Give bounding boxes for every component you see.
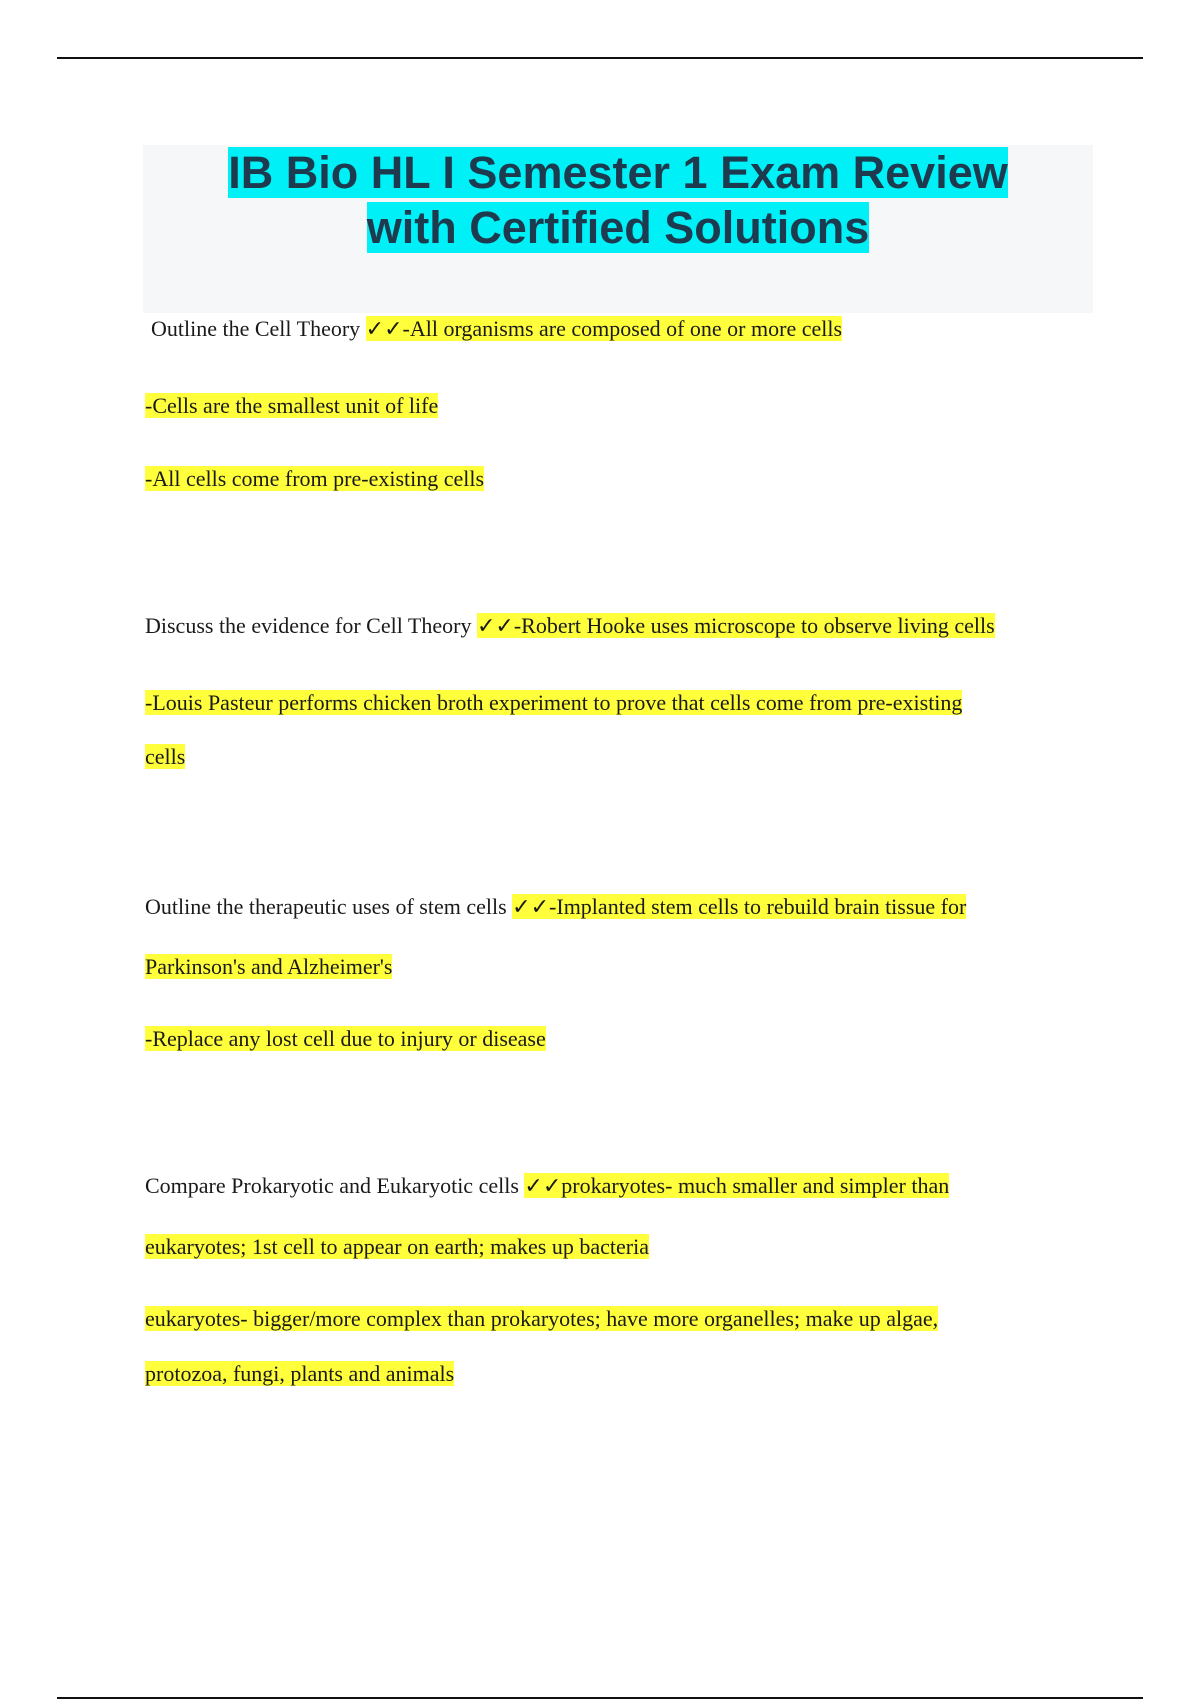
bottom-rule	[57, 1697, 1143, 1699]
qa-4-answer-4: protozoa, fungi, plants and animals	[145, 1361, 455, 1386]
qa-2-answer-3: cells	[145, 744, 186, 769]
qa-3-line-2	[145, 953, 392, 981]
check-icon: ✓✓	[524, 1174, 562, 1199]
qa-1-answer-2: -Cells are the smallest unit of life	[145, 393, 439, 418]
qa-1-line-1	[151, 315, 842, 344]
top-rule	[57, 57, 1143, 59]
qa-2-line-2	[145, 689, 962, 717]
qa-2-answer-2: -Louis Pasteur performs chicken broth experiment to prove that cells come from pre-existing	[145, 690, 963, 715]
qa-3-question: Outline the therapeutic uses of stem cells	[145, 894, 507, 919]
qa-3-answer-3: -Replace any lost cell due to injury or disease	[145, 1026, 546, 1051]
qa-4-line-3	[145, 1305, 938, 1333]
qa-4-answer-3: eukaryotes- bigger/more complex than prokaryotes; have more organelles; make up algae,	[145, 1306, 939, 1331]
title-line-2: with Certified Solutions	[366, 202, 870, 253]
qa-3-line-3	[145, 1025, 546, 1053]
qa-2-question: Discuss the evidence for Cell Theory	[145, 613, 472, 638]
qa-3-line-1	[145, 893, 966, 922]
qa-3-answer-2: Parkinson's and Alzheimer's	[145, 954, 393, 979]
title-line-1: IB Bio HL I Semester 1 Exam Review	[228, 147, 1008, 198]
qa-2-line-1	[145, 612, 995, 641]
qa-2-line-3	[145, 743, 185, 771]
qa-1-answer-1: -All organisms are composed of one or more cells	[402, 316, 843, 341]
qa-1-question: Outline the Cell Theory	[151, 316, 361, 341]
qa-4-line-4	[145, 1360, 454, 1388]
check-icon: ✓✓	[512, 895, 550, 920]
qa-1-answer-3: -All cells come from pre-existing cells	[145, 466, 485, 491]
check-icon: ✓✓	[365, 317, 403, 342]
qa-4-question: Compare Prokaryotic and Eukaryotic cells	[145, 1173, 519, 1198]
check-icon: ✓✓	[476, 614, 514, 639]
qa-1-line-3	[145, 465, 484, 493]
qa-4-answer-1: prokaryotes- much smaller and simpler than	[561, 1173, 950, 1198]
page-title	[143, 145, 1093, 255]
qa-4-line-2	[145, 1233, 649, 1261]
qa-2-answer-1: -Robert Hooke uses microscope to observe living cells	[513, 613, 995, 638]
qa-1-line-2	[145, 392, 438, 420]
qa-4-answer-2: eukaryotes; 1st cell to appear on earth; makes up bacteria	[145, 1234, 649, 1259]
qa-3-answer-1: -Implanted stem cells to rebuild brain tissue for	[549, 894, 967, 919]
qa-4-line-1	[145, 1172, 949, 1201]
